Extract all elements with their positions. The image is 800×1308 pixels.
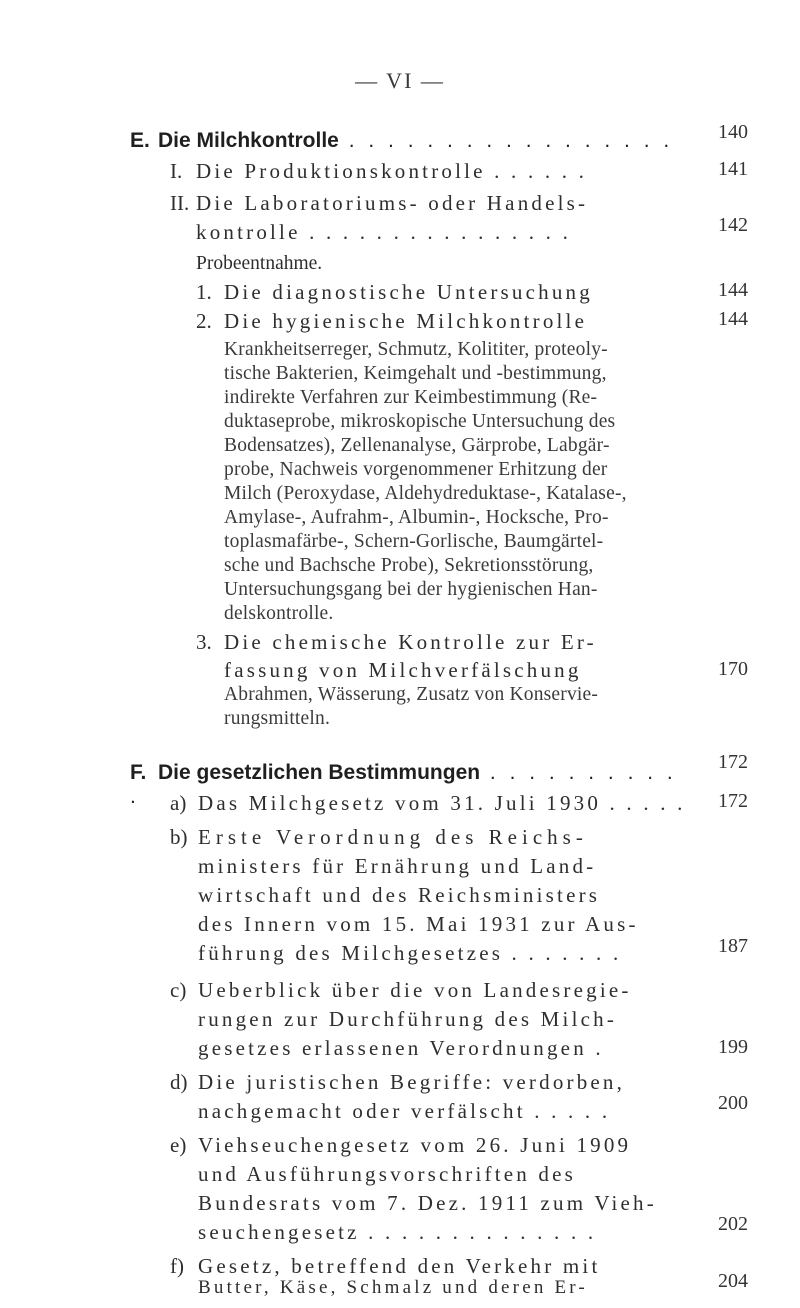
entry-text-continued: führung des Milchgesetzes . . . . . . .: [198, 941, 622, 965]
entry-text-continued: und Ausführungsvorschriften des: [198, 1162, 576, 1186]
entry-text-continued: kontrolle . . . . . . . . . . . . . . . .: [196, 220, 572, 244]
entry-text-continued: nachgemacht oder verfälscht . . . . .: [198, 1099, 611, 1123]
page-header: — VI —: [355, 68, 445, 93]
page-number: 204: [718, 1270, 748, 1292]
description-line: rungsmitteln.: [224, 708, 331, 729]
entry-text: Die chemische Kontrolle zur Er-: [224, 630, 597, 654]
page-number: 172: [718, 751, 748, 773]
description-line: Amylase-, Aufrahm-, Albumin-, Hocksche, Pro-: [224, 507, 609, 528]
page-number: 202: [718, 1213, 748, 1235]
page-number: 141: [718, 158, 748, 180]
leader-dots: . . . . . . . . . . . . . . . . .: [338, 129, 674, 152]
description-line: tische Bakterien, Keimgehalt und -bestimmung,: [224, 363, 607, 384]
leader-dots: . . . . . . . . . . .: [130, 761, 677, 808]
entry-number: d): [170, 1070, 188, 1094]
section-letter: F.: [130, 761, 147, 784]
entry-description: [224, 338, 654, 626]
page-number: 200: [718, 1092, 748, 1114]
entry-number: 3.: [196, 630, 212, 654]
page-number: 142: [718, 214, 748, 236]
description-line: indirekte Verfahren zur Keimbestimmung (Re-: [224, 387, 598, 408]
entry-text-continued: wirtschaft und des Reichsministers: [198, 883, 601, 907]
entry-number: 1.: [196, 280, 212, 304]
entry-text-continued: Bundesrats vom 7. Dez. 1911 zum Vieh-: [198, 1191, 657, 1215]
page-number: 187: [718, 935, 748, 957]
entry-text-continued: [198, 1283, 332, 1308]
entry-text: Viehseuchengesetz vom 26. Juni 1909: [198, 1133, 632, 1157]
description-line: Abrahmen, Wässerung, Zusatz von Konservie-: [224, 684, 599, 705]
entry-text: Die Produktionskontrolle . . . . . .: [196, 159, 588, 183]
entry-text: Die Laboratoriums- oder Handels-: [196, 191, 589, 215]
entry-text: Erste Verordnung des Reichs-: [198, 825, 588, 849]
description-line: Bodensatzes), Zellenanalyse, Gärprobe, Labgär-: [224, 435, 610, 456]
page-number: 199: [718, 1036, 748, 1058]
page-number: 144: [718, 279, 748, 301]
toc-entry-e-i: [170, 159, 710, 184]
toc-entry-e-2: [196, 309, 716, 334]
section-e-heading: [130, 129, 690, 153]
entry-number: c): [170, 978, 187, 1002]
page-number: 144: [718, 308, 748, 330]
section-letter: E.: [130, 129, 150, 152]
entry-text-continued: ministers für Ernährung und Land-: [198, 854, 597, 878]
entry-text-continued: des Innern vom 15. Mai 1931 zur Aus-: [198, 912, 639, 936]
description-line: probe, Nachweis vorgenommener Erhitzung der: [224, 459, 608, 480]
description-line: Krankheitserreger, Schmutz, Kolititer, proteoly-: [224, 339, 608, 360]
entry-text-continued: rungen zur Durchführung des Milch-: [198, 1007, 618, 1031]
entry-description: [224, 683, 654, 731]
entry-number: e): [170, 1133, 187, 1157]
entry-text: Das Milchgesetz vom 31. Juli 1930 . . . . .: [198, 791, 686, 815]
toc-entry-e-3: [196, 630, 716, 655]
description-line: Untersuchungsgang bei der hygienischen Han-: [224, 579, 598, 600]
entry-number: I.: [170, 159, 183, 183]
entry-text: Gesetz, betreffend den Verkehr mit: [198, 1254, 601, 1278]
page-number: 170: [718, 658, 748, 680]
entry-text-continued: gesetzes erlassenen Verordnungen .: [198, 1036, 604, 1060]
entry-text-continued: seuchengesetz . . . . . . . . . . . . . .: [198, 1220, 597, 1244]
page-number: 172: [718, 790, 748, 812]
description-line: delskontrolle.: [224, 603, 334, 624]
section-title: Die Milchkontrolle: [158, 129, 339, 152]
description-line: toplasmafärbe-, Schern-Gorlische, Baumgärtel-: [224, 531, 604, 552]
entry-number: b): [170, 825, 188, 849]
entry-number: II.: [170, 191, 190, 215]
subheading-probeentnahme: Probeentnahme.: [196, 253, 323, 274]
entry-text-continued: Butter, Käse, Schmalz und deren Er-: [198, 1277, 588, 1298]
description-line: Milch (Peroxydase, Aldehydreduktase-, Katalase-,: [224, 483, 627, 504]
description-line: sche und Bachsche Probe), Sekretionsstörung,: [224, 555, 594, 576]
entry-text: Ueberblick über die von Landesregie-: [198, 978, 632, 1002]
entry-number: a): [170, 791, 187, 815]
toc-entry-e-ii: [170, 191, 710, 216]
entry-text: Die juristischen Begriffe: verdorben,: [198, 1070, 626, 1094]
toc-entry-f-a: [170, 791, 710, 816]
page-number: 140: [718, 121, 748, 143]
entry-text: Die diagnostische Untersuchung: [224, 280, 593, 304]
entry-number: 2.: [196, 309, 212, 333]
description-line: duktaseprobe, mikroskopische Untersuchung des: [224, 411, 616, 432]
entry-text-continued: fassung von Milchverfälschung: [224, 658, 582, 682]
entry-number: f): [170, 1254, 184, 1278]
toc-entry-e-1: [196, 280, 716, 305]
section-title: Die gesetzlichen Bestimmungen: [158, 761, 481, 784]
entry-text: Die hygienische Milchkontrolle: [224, 309, 588, 333]
